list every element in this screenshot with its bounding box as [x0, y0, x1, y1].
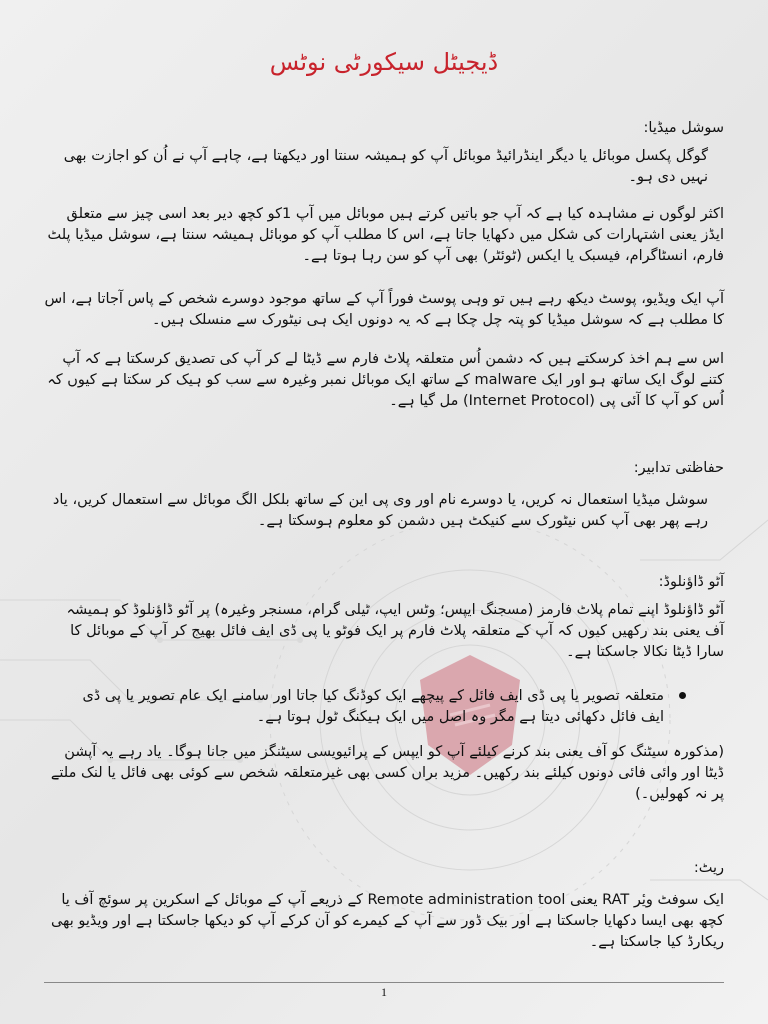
auto-download-bullet-list [74, 686, 664, 728]
page-title: ڈیجیٹل سیکورٹی نوٹس [269, 48, 499, 76]
auto-download-heading: آٹو ڈاؤنلوڈ: [658, 574, 724, 590]
rat-paragraph: ایک سوفٹ ویٔر RAT یعنی Remote administration tool کے ذریعے آپ کے موبائل کے اسکرین پر سوئچ آف یا کچھ بھی ایسا دکھایا جاسکتا ہے اور بیک ڈور سے آپ کے کیمرے کو آن کرکے آپ کو دیکھا جاسکتا ہے اور ویڈیو بھی ریکارڈ کیا جاسکتا ہے۔ [50, 892, 724, 950]
page-number: 1 [381, 985, 387, 999]
social-media-paragraph-1: گوگل پکسل موبائل یا دیگر اینڈرائیڈ موبائل آپ کو ہمیشہ سنتا اور دیکھتا ہے، چاہے آپ نے اُن کو اجازت بھی نہیں دی ہو۔ [63, 148, 708, 185]
auto-download-note-paragraph: (مذکورہ سیٹنگ کو آف یعنی بند کرنے کیلئے آپ کو ایپس کے پرائیویسی سیٹنگز میں جانا ہوگا۔ یاد رہے یہ آپشن ڈیٹا اور وائی فائی دونوں کیلئے بند رکھیں۔ مزید براں کسی بھی غیرمتعلقہ شخص سے کوئی بھی فائل یا لنک ملتے پر نہ کھولیں۔) [50, 744, 724, 802]
rat-heading: ریٹ: [693, 860, 724, 876]
protective-measures-paragraph: سوشل میڈیا استعمال نہ کریں، یا دوسرے نام اور وی پی این کے ساتھ بلکل الگ موبائل سے استعمال کریں، یاد رہے پھر بھی آپ کس نیٹورک سے کنیکٹ ہیں دشمن کو معلوم ہوسکتا ہے۔ [52, 492, 708, 529]
social-media-paragraph-2: اکثر لوگوں نے مشاہدہ کیا ہے کہ آپ جو باتیں کرتے ہیں موبائل میں آپ 1کو کچھ دیر بعد اسی چیز سے متعلق ایڈز یعنی اشتہارات کی شکل میں دکھایا جاتا ہے، اس کا مطلب آپ کو موبائل ہمیشہ سنتا ہے، سوشل میڈیا پلٹ فارم، انسٹاگرام، فیسبک یا ایکس (ٹوئٹر) بھی آپ کو سن رہا ہوتا ہے۔ [47, 206, 724, 264]
footer-divider [44, 982, 724, 983]
social-media-paragraph-3: آپ ایک ویڈیو، پوسٹ دیکھ رہے ہیں تو وہی پوسٹ فوراً آپ کے ساتھ موجود دوسرے شخص کے پاس آجاتا ہے، اس کا مطلب ہے کہ سوشل میڈیا کو پتہ چل چکا ہے کہ یہ دونوں ایک ہی نیٹورک سے منسلک ہیں۔ [44, 291, 724, 328]
bullet-text: متعلقہ تصویر یا پی ڈی ایف فائل کے پیچھے ایک کوڈنگ کیا جاتا اور سامنے ایک عام تصویر یا پی ڈی ایف فائل دکھائی دیتا ہے مگر وہ اصل میں ایک ہیکنگ ٹول ہوتا ہے۔ [82, 688, 664, 725]
social-media-heading: سوشل میڈیا: [643, 120, 724, 136]
auto-download-paragraph: آٹو ڈاؤنلوڈ اپنے تمام پلاٹ فارمز (مسجنگ ایپس؛ وٹس ایپ، ٹیلی گرام، مسنجر وغیرہ) پر آٹو ڈاؤنلوڈ کو ہمیشہ آف یعنی بند رکھیں کیوں کہ آپ کے متعلقہ پلاٹ فارم پر ایک فوٹو یا پی ڈی ایف فائل بھیج کر آپ کے موبائل کا سارا ڈیٹا نکالا جاسکتا ہے۔ [66, 602, 724, 660]
protective-measures-heading: حفاظتی تدابیر: [633, 460, 724, 476]
bullet-dot-icon [679, 692, 686, 699]
list-item [74, 686, 664, 728]
social-media-paragraph-4: اس سے ہم اخذ کرسکتے ہیں کہ دشمن اُس متعلقہ پلاٹ فارم سے ڈیٹا لے کر آپ کی تصدیق کرسکتا ہے کہ آپ کتنے لوگ ایک ساتھ ہو اور ایک malware کے ساتھ ایک موبائل نمبر وغیرہ سے سب کو ہیک کر سکتا ہے کیوں کہ اُس کو آپ کا آئی پی (Internet Protocol) مل گیا ہے۔ [47, 351, 724, 409]
